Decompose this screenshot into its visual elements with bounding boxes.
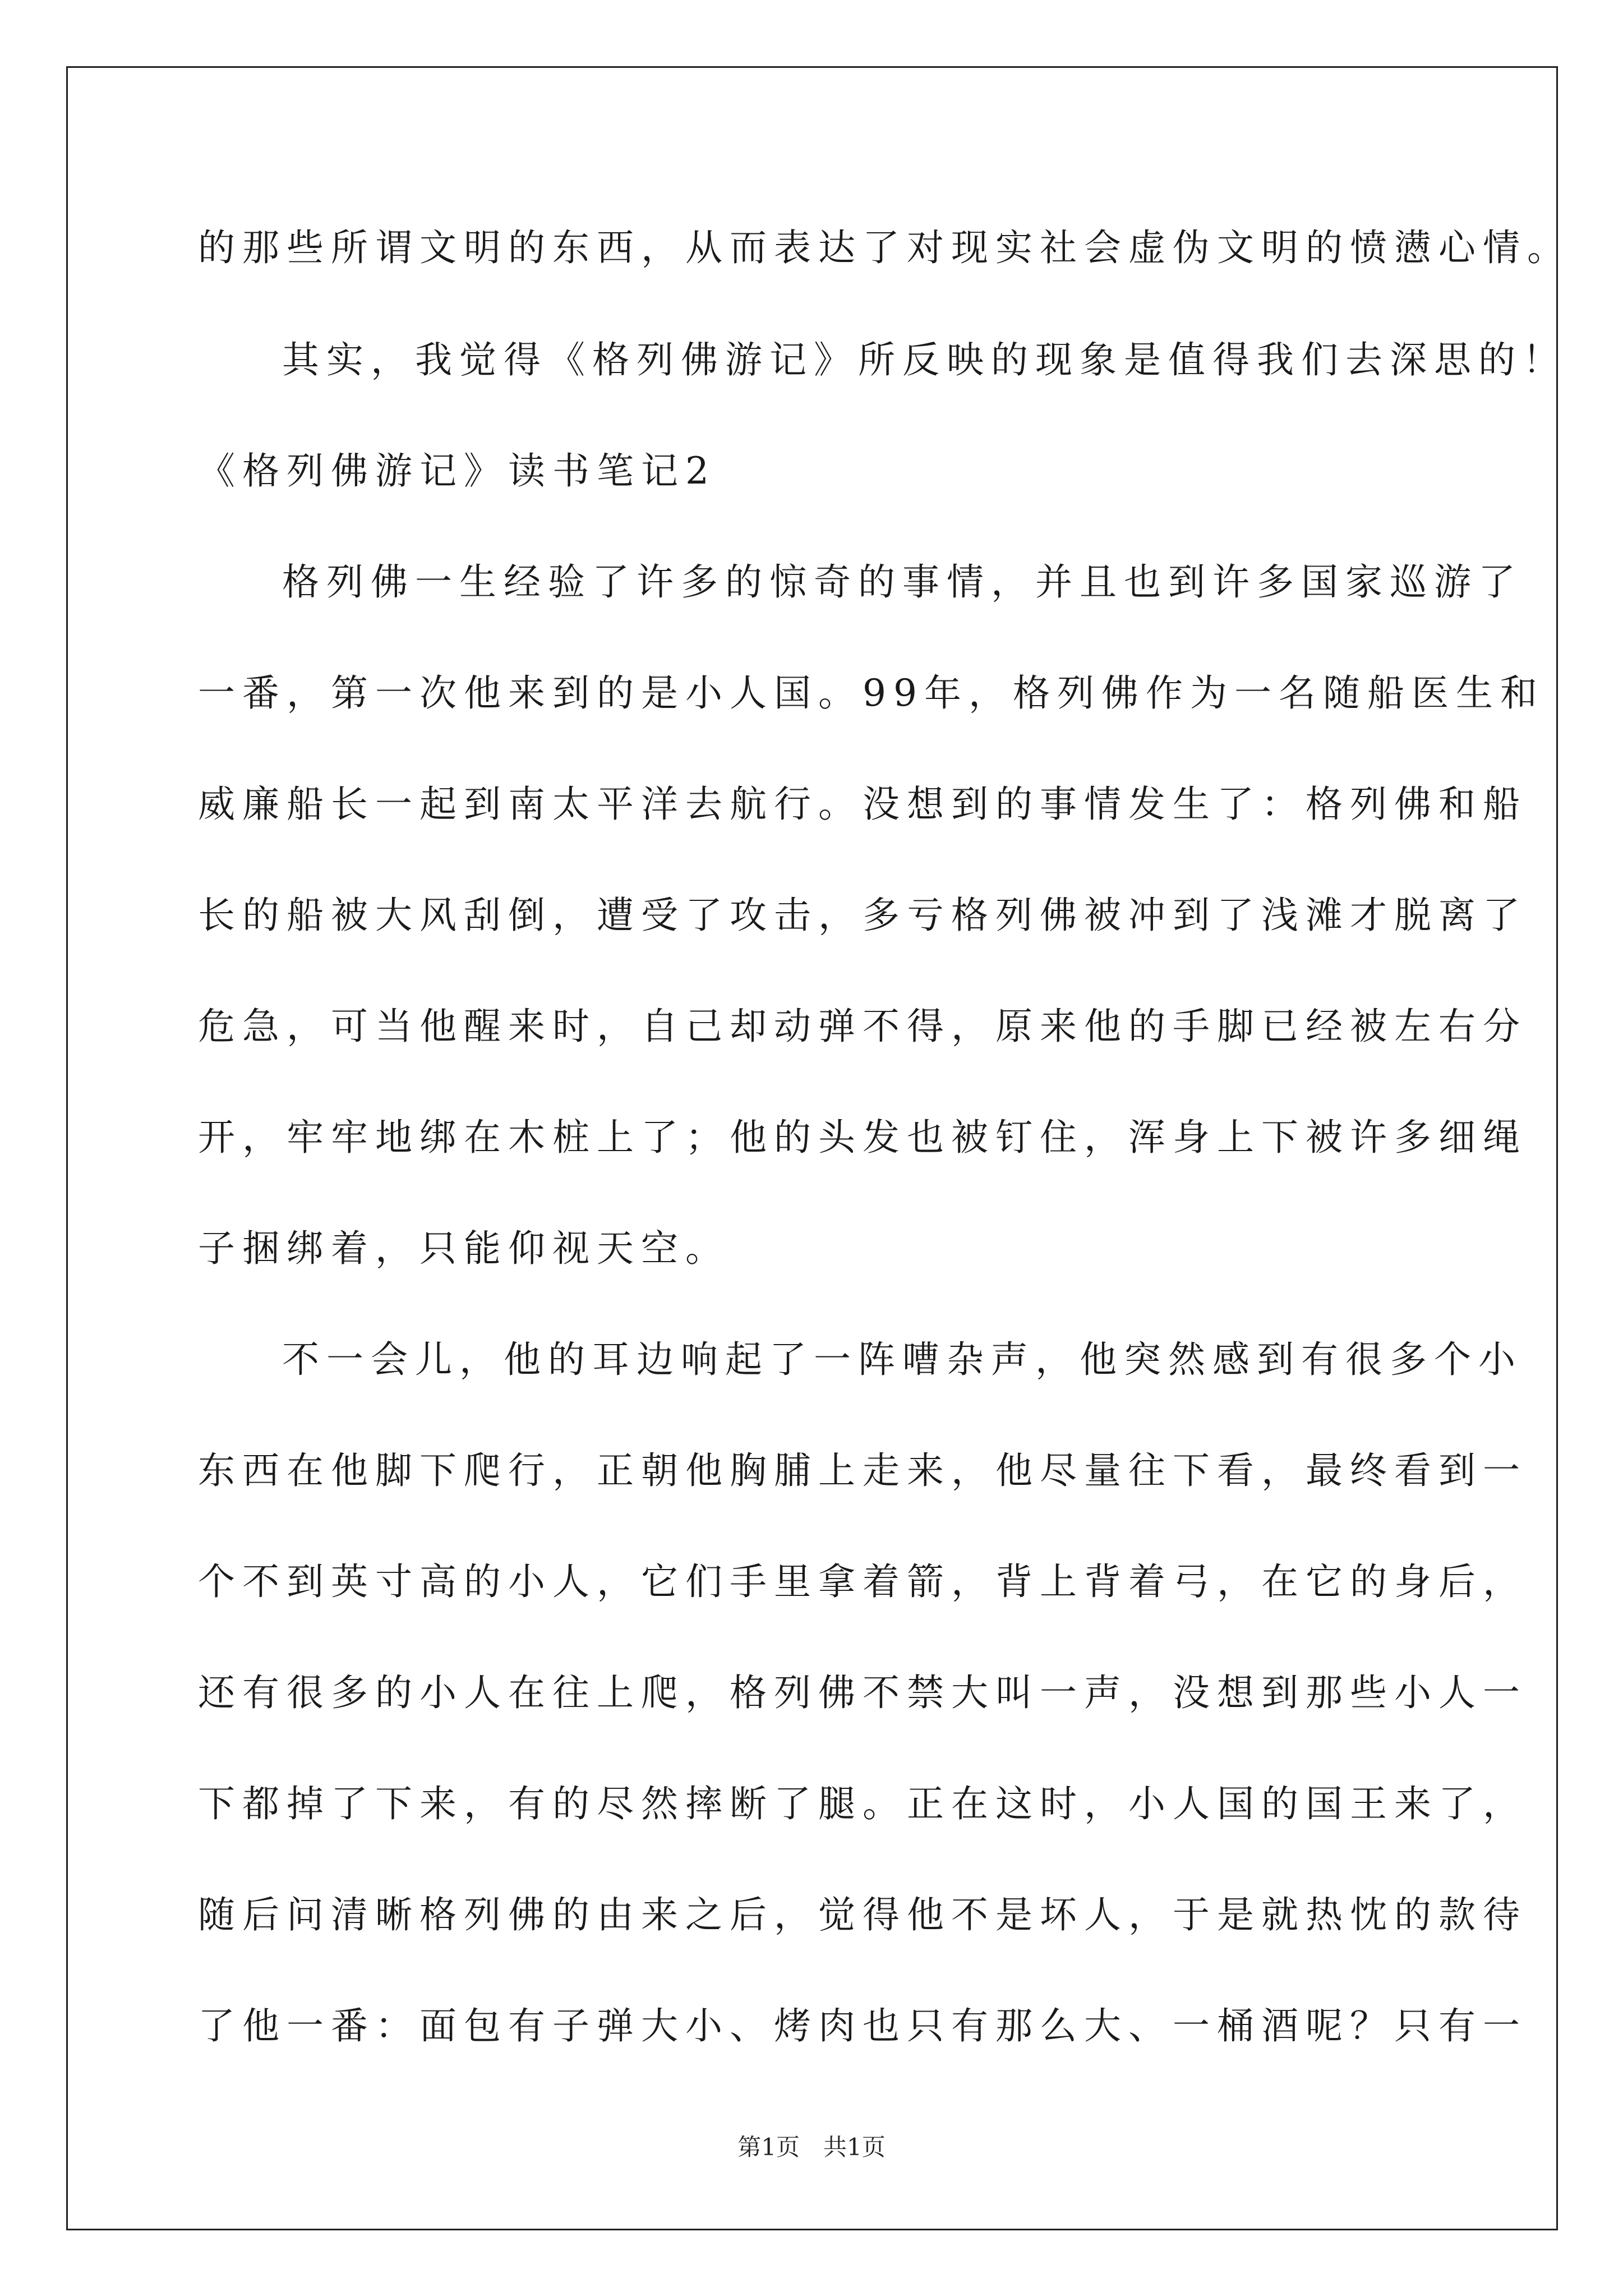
section-heading: 《格列佛游记》读书笔记2 bbox=[198, 449, 716, 493]
text-line: 开，牢牢地绑在木桩上了；他的头发也被钉住，浑身上下被许多细绳 bbox=[198, 1116, 1527, 1159]
text-line: 的那些所谓文明的东西，从而表达了对现实社会虚伪文明的愤懑心情。 bbox=[198, 226, 1571, 269]
text-line: 不一会儿，他的耳边响起了一阵嘈杂声，他突然感到有很多个小 bbox=[282, 1338, 1523, 1381]
text-line: 危急，可当他醒来时，自己却动弹不得，原来他的手脚已经被左右分 bbox=[198, 1005, 1527, 1048]
text-line: 还有很多的小人在往上爬，格列佛不禁大叫一声，没想到那些小人一 bbox=[198, 1671, 1527, 1714]
text-line: 威廉船长一起到南太平洋去航行。没想到的事情发生了：格列佛和船 bbox=[198, 783, 1527, 826]
text-line: 格列佛一生经验了许多的惊奇的事情，并且也到许多国家巡游了 bbox=[282, 560, 1523, 604]
text-line: 了他一番：面包有子弹大小、烤肉也只有那么大、一桶酒呢？只有一 bbox=[198, 2004, 1527, 2047]
page-footer: 第1页 共1页 bbox=[737, 2133, 886, 2161]
text-line: 长的船被大风刮倒，遭受了攻击，多亏格列佛被冲到了浅滩才脱离了 bbox=[198, 894, 1527, 937]
text-line: 一番，第一次他来到的是小人国。99年，格列佛作为一名随船医生和 bbox=[198, 671, 1544, 715]
text-line: 东西在他脚下爬行，正朝他胸脯上走来，他尽量往下看，最终看到一 bbox=[198, 1449, 1527, 1492]
text-line: 随后问清晰格列佛的由来之后，觉得他不是坏人，于是就热忱的款待 bbox=[198, 1893, 1527, 1936]
text-line: 下都掉了下来，有的尽然摔断了腿。正在这时，小人国的国王来了， bbox=[198, 1782, 1527, 1825]
text-line: 个不到英寸高的小人，它们手里拿着箭，背上背着弓，在它的身后， bbox=[198, 1560, 1527, 1603]
text-line: 子捆绑着，只能仰视天空。 bbox=[198, 1227, 730, 1270]
text-line: 其实，我觉得《格列佛游记》所反映的现象是值得我们去深思的！ bbox=[282, 338, 1567, 381]
